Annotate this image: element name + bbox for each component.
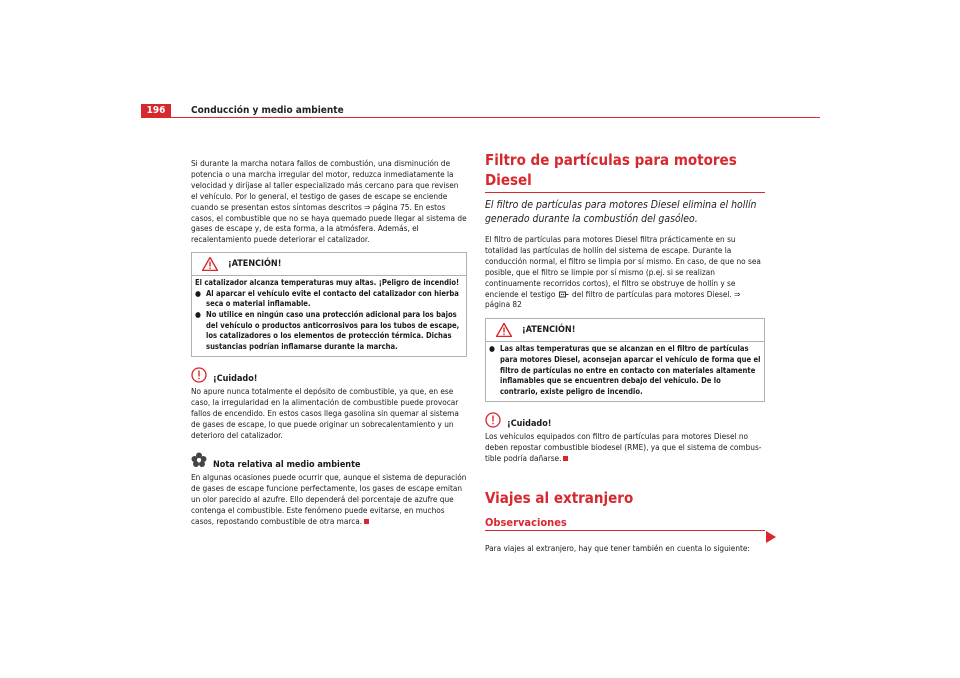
section-end-mark [563,456,568,461]
warning-bullet [195,289,463,310]
next-page-arrow-icon[interactable] [765,530,777,544]
caution-title: ¡Cuidado! [507,419,552,430]
warning-box [191,252,467,357]
dpf-text-1: El filtro de partículas para motores Diesel filtra prácticamente en su totalidad las partículas de hollín del sistema de escape. Durante la conducción normal, el filtro se limpia por sí mismo. En caso, de que no sea posible, que el filtro se limpie por sí mismo (p.ej. si se realizan continuamente recorridos cortos), el filtro se obstruye de hollín y se enciende el testigo [485,234,761,299]
caution-exclamation-icon [191,367,207,383]
dpf-paragraph [485,234,765,310]
section-end-mark [364,519,369,524]
environment-text-body: En algunas ocasiones puede ocurrir que, aunque el sistema de depuración de gases de escape funcione perfectamente, los gases de escape emitan un olor parecido al azufre. Ello dependerá del porcentaje de azufre que contenga el combustible. Este fenómeno puede evitarse, en muchos casos, repostando combustible de otra marca. [191,471,467,526]
section-lead: El filtro de partículas para motores Diesel elimina el hollín generado durante la combustión del gasóleo. [485,199,757,225]
warning-title: ¡ATENCIÓN! [228,259,282,270]
warning-bullet [489,344,761,397]
warning-body [192,276,466,356]
warning-bullet-text: No utilice en ningún caso una protección adicional para los bajos del vehículo o productos anticorrosivos para los tubos de escape, los catalizadores o los elementos de protección térmica. Dichas sustancias podrían inflamarse durante la marcha. [206,310,460,351]
bullet-icon: ● [195,288,201,298]
warning-triangle-icon [202,257,218,271]
environment-title: Nota relativa al medio ambiente [213,459,361,470]
caution-text [485,431,765,464]
dpf-text-2: del filtro de partículas para motores Diesel. ⇒ página 82 [485,288,741,310]
subsection-rule [485,530,765,531]
subsection [485,516,765,531]
caution-title: ¡Cuidado! [213,374,258,385]
warning-lead: El catalizador alcanza temperaturas muy altas. ¡Peligro de incendio! [195,278,460,288]
warning-title: ¡ATENCIÓN! [522,325,576,336]
warning-box-dpf [485,318,765,402]
environment-header [191,451,467,470]
environment-flower-icon [191,452,207,468]
warning-bullet [195,310,463,352]
section-title-travel: Viajes al extranjero [485,489,634,508]
warning-header [192,253,466,276]
right-column [485,150,765,554]
subsection-title: Observaciones [485,516,567,530]
chapter-title: Conducción y medio ambiente [191,105,344,116]
caution-text: No apure nunca totalmente el depósito de combustible, ya que, en ese caso, la irregularidad en la alimentación de combustible puede provocar fallos de encendido. En estos casos llega gasolina sin quemar al sistema de gases de escape, lo que puede originar un sobrecalentamiento y un deterioro del catalizador. [191,386,459,441]
intro-paragraph: Si durante la marcha notara fallos de combustión, una disminución de potencia o una marcha irregular del motor, reduzca inmediatamente la velocidad y diríjase al taller especializado más cercano para que revisen el vehículo. Por lo general, el testigo de gases de escape se enciende cuando se presentan estos síntomas descritos ⇒ página 75. En estos casos, el combustible que no se haya quemado puede llegar al sistema de gases de escape y, de esta forma, a la atmósfera. Además, el recalentamiento puede deteriorar el catalizador. [191,158,467,245]
left-column [191,150,467,526]
section-rule [485,192,765,193]
bullet-icon: ● [489,344,495,354]
caution-header [485,410,765,429]
warning-triangle-icon [496,323,512,337]
subsection-text: Para viajes al extranjero, hay que tener también en cuenta lo siguiente: [485,543,750,554]
particle-filter-icon [559,291,569,298]
warning-header [486,319,764,342]
warning-bullet-text: Al aparcar el vehículo evite el contacto del catalizador con hierba seca o material inflamable. [206,288,459,309]
warning-body [486,342,764,401]
caution-text-body: Los vehículos equipados con filtro de partículas para motores Diesel no deben repostar combustible biodesel (RME), ya que el sistema de combustible podría dañarse. [485,431,762,464]
environment-text [191,472,467,527]
page-number: 196 [141,104,171,118]
warning-bullet-text: Las altas temperaturas que se alcanzan en el filtro de partículas para motores Diesel, aconsejan aparcar el vehículo de forma que el filtro de partículas no entre en contacto con materiales altamente inflamables que se encuentren debajo del vehículo. De lo contrario, existe peligro de incendio. [500,344,761,396]
bullet-icon: ● [195,310,201,320]
caution-header [191,365,467,384]
section-title-dpf: Filtro de partículas para motores Diesel [485,151,737,189]
caution-exclamation-icon [485,412,501,428]
header-rule [171,117,820,118]
